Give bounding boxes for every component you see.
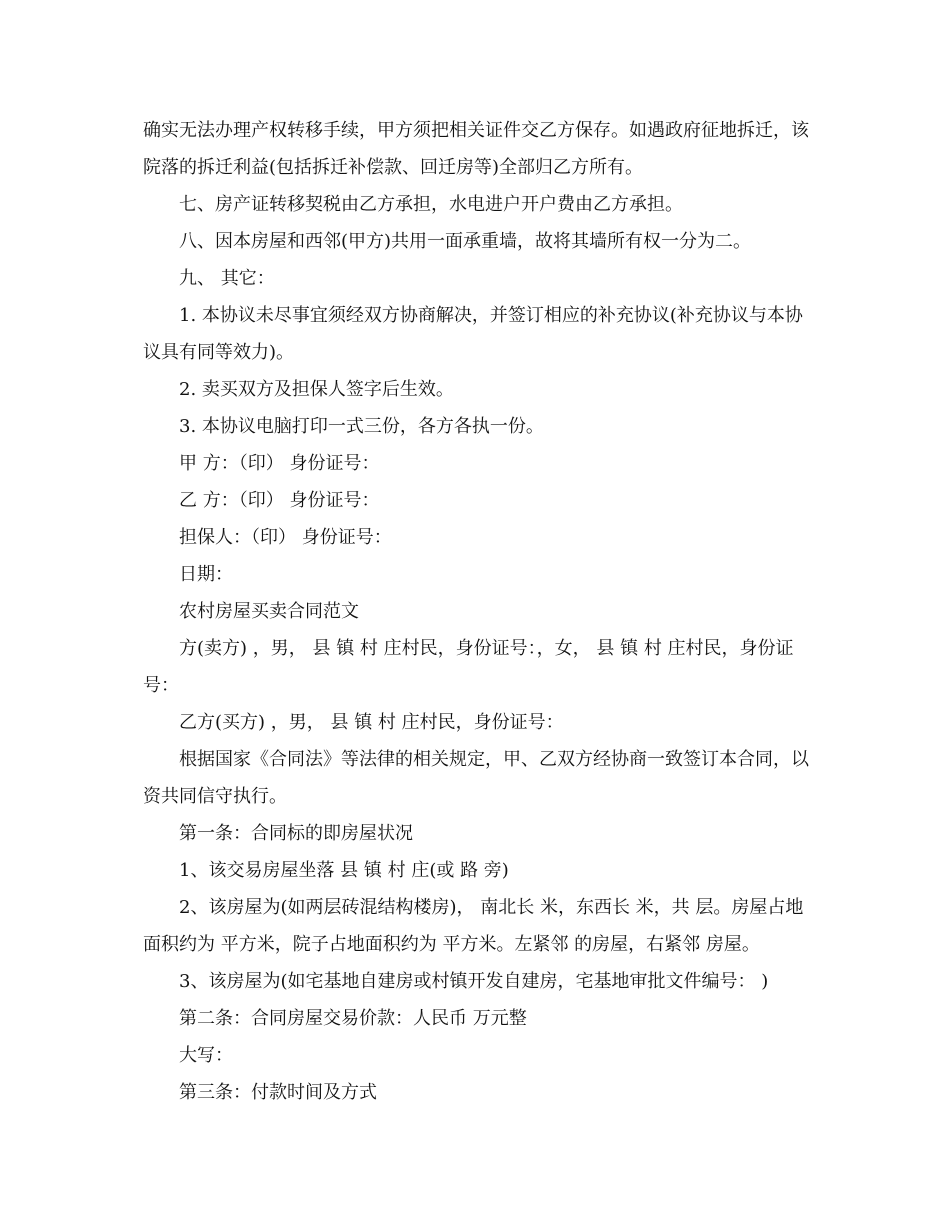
paragraph-clause-9-item-1: 1. 本协议未尽事宜须经双方协商解决，并签订相应的补充协议(补充协议与本协议具有同等效力)。 (143, 305, 803, 363)
article-3-heading: 第三条：付款时间及方式 (179, 1082, 377, 1103)
paragraph-clause-9-item-3: 3. 本协议电脑打印一式三份，各方各执一份。 (179, 416, 544, 437)
paragraph-buyer-info: 乙方(买方) ，男， 县 镇 村 庄村民，身份证号： (179, 712, 564, 733)
article-1-heading: 第一条：合同标的即房屋状况 (179, 823, 413, 844)
article-1-item-3: 3、该房屋为(如宅基地自建房或村镇开发自建房，宅基地审批文件编号： ) (179, 971, 769, 992)
article-1-item-1: 1、该交易房屋坐落 县 镇 村 庄(或 路 旁) (179, 860, 509, 881)
paragraph-clause-9-heading: 九、 其它： (179, 268, 275, 289)
article-1-item-2: 2、该房屋为(如两层砖混结构楼房)， 南北长 米，东西长 米，共 层。房屋占地面积约为 平方米，院子占地面积约为 平方米。左紧邻 的房屋，右紧邻 房屋。 (143, 897, 804, 955)
article-2-heading: 第二条：合同房屋交易价款：人民币 万元整 (179, 1008, 527, 1029)
signature-line-guarantor: 担保人：（印） 身份证号： (179, 527, 392, 548)
paragraph-seller-info: 方(卖方) ，男， 县 镇 村 庄村民，身份证号：，女， 县 镇 村 庄村民，身份证号： (143, 638, 794, 696)
section-title: 农村房屋买卖合同范文 (179, 601, 359, 622)
signature-line-party-a: 甲 方：（印） 身份证号： (179, 453, 380, 474)
document-body (143, 112, 813, 1111)
paragraph-demolition-clause: 确实无法办理产权转移手续，甲方须把相关证件交乙方保存。如遇政府征地拆迁，该院落的拆迁利益(包括拆迁补偿款、回迁房等)全部归乙方所有。 (143, 120, 809, 178)
paragraph-clause-7: 七、房产证转移契税由乙方承担，水电进户开户费由乙方承担。 (179, 194, 683, 215)
paragraph-clause-9-item-2: 2. 卖买双方及担保人签字后生效。 (179, 379, 454, 400)
paragraph-clause-8: 八、因本房屋和西邻(甲方)共用一面承重墙，故将其墙所有权一分为二。 (179, 231, 752, 252)
signature-line-party-b: 乙 方：（印） 身份证号： (179, 490, 380, 511)
date-line: 日期： (179, 564, 233, 585)
article-2-capital-amount: 大写： (179, 1045, 233, 1066)
paragraph-preamble: 根据国家《合同法》等法律的相关规定，甲、乙双方经协商一致签订本合同，以资共同信守执行。 (143, 749, 809, 807)
